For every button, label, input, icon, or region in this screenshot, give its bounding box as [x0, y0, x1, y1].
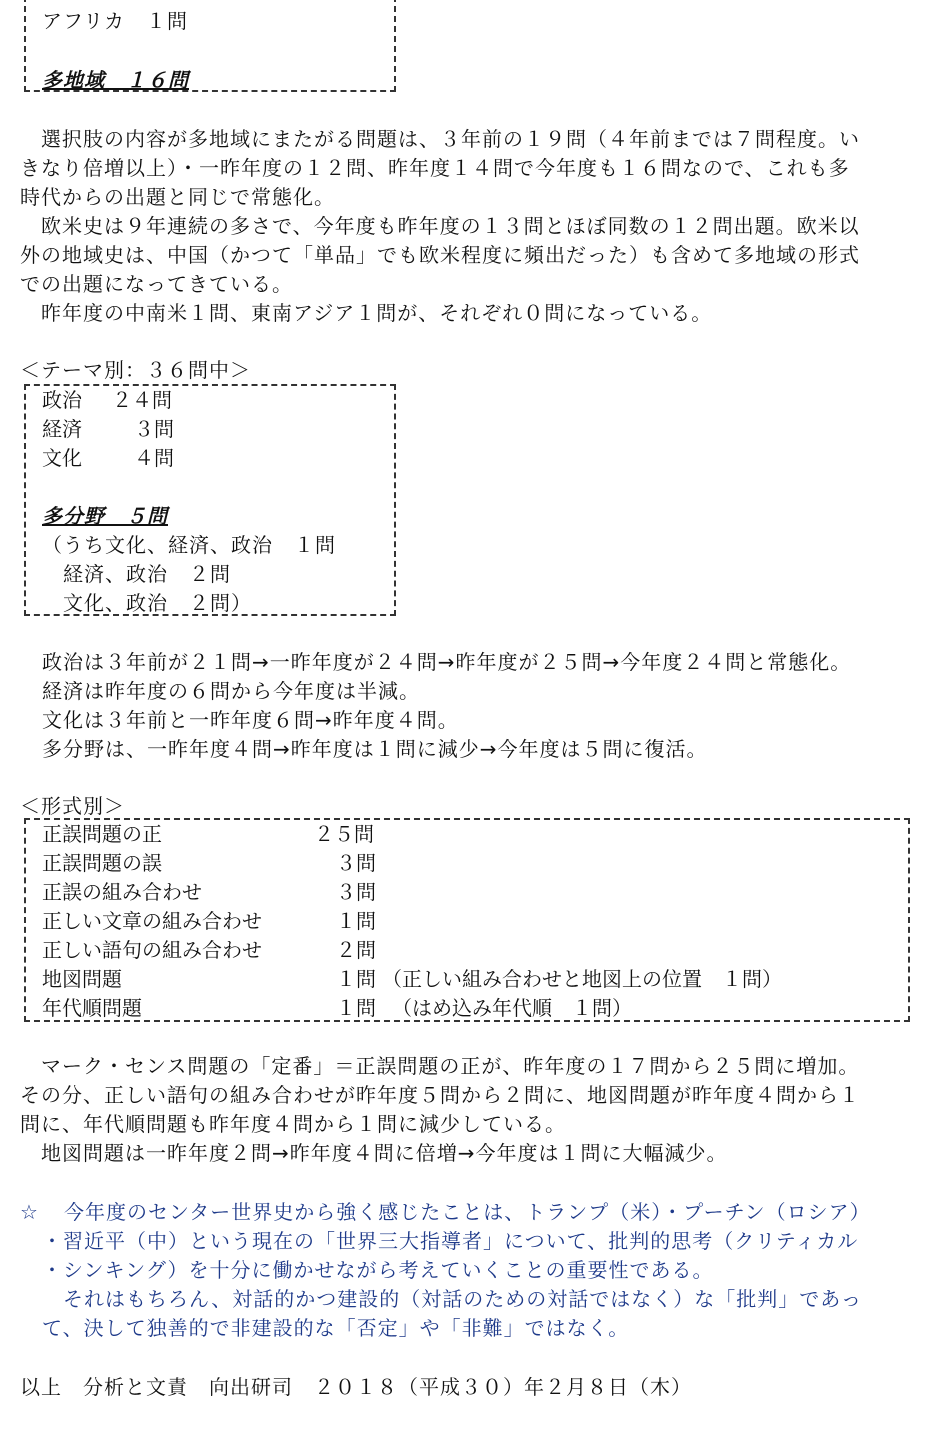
text-line: 多分野は、一昨年度４問→昨年度は１問に減少→今年度は５問に復活。 [42, 737, 708, 761]
format-count: ３問 [336, 851, 376, 875]
theme-label: 文化 [42, 446, 82, 470]
text-line: 地図問題は一昨年度２問→昨年度４問に倍増→今年度は１問に大幅減少。 [20, 1141, 728, 1165]
format-note: （はめ込み年代順 １問） [392, 996, 632, 1020]
note-line: ・シンキング）を十分に働かせながら考えていくことの重要性である。 [42, 1258, 714, 1282]
note-line: て、決して独善的で非建設的な「否定」や「非難」ではなく。 [42, 1316, 630, 1340]
theme-count: ３問 [134, 417, 174, 441]
text-line: 欧米史は９年連続の多さで、今年度も昨年度の１３問とほぼ同数の１２問出題。欧米以 [20, 214, 860, 238]
star-icon: ☆ [20, 1200, 39, 1224]
note-line: ・習近平（中）という現在の「世界三大指導者」について、批判的思考（クリティカル [42, 1229, 859, 1253]
text-line: その分、正しい語句の組み合わせが昨年度５問から２問に、地図問題が昨年度４問から１ [20, 1083, 860, 1107]
format-label: 正誤問題の誤 [42, 851, 162, 875]
format-count: １問 [336, 909, 376, 933]
text-line: 昨年度の中南米１問、東南アジア１問が、それぞれ０問になっている。 [20, 301, 713, 325]
format-label: 正しい語句の組み合わせ [42, 938, 262, 962]
format-heading: ＜形式別＞ [20, 794, 125, 818]
format-count: １問 [336, 967, 376, 991]
format-count: ３問 [336, 880, 376, 904]
theme-count: ２４問 [112, 388, 172, 412]
multi-field-count: 多分野 ５問 [42, 504, 168, 528]
text-line: きなり倍増以上）・一昨年度の１２問、昨年度１４問で今年度も１６問なので、これも多 [20, 156, 850, 180]
text-line: マーク・センス問題の「定番」＝正誤問題の正が、昨年度の１７問から２５問に増加。 [20, 1054, 860, 1078]
breakdown-line: （うち文化、経済、政治 １問 [42, 533, 336, 557]
text-line: 外の地域史は、中国（かつて「単品」でも欧米程度に頻出だった）も含めて多地域の形式 [20, 243, 860, 267]
africa-count: アフリカ １問 [42, 9, 188, 33]
text-line: 選択肢の内容が多地域にまたがる問題は、３年前の１９問（４年前までは７問程度。い [20, 127, 860, 151]
text-line: での出題になってきている。 [20, 272, 293, 296]
breakdown-line: 経済、政治 ２問 [42, 562, 231, 586]
theme-count: ４問 [134, 446, 174, 470]
theme-heading: ＜テーマ別：３６問中＞ [20, 358, 251, 382]
multi-region-count: 多地域 １６問 [42, 68, 189, 92]
text-line: 時代からの出題と同じで常態化。 [20, 185, 335, 209]
format-label: 正誤の組み合わせ [42, 880, 202, 904]
theme-label: 経済 [42, 417, 82, 441]
breakdown-line: 文化、政治 ２問） [42, 591, 252, 615]
text-line: 経済は昨年度の６問から今年度は半減。 [42, 679, 420, 703]
format-count: ２問 [336, 938, 376, 962]
text-line: 文化は３年前と一昨年度６問→昨年度４問。 [42, 708, 459, 732]
format-count: １問 [336, 996, 376, 1020]
format-label: 地図問題 [42, 967, 122, 991]
text-line: 政治は３年前が２１問→一昨年度が２４問→昨年度が２５問→今年度２４問と常態化。 [42, 650, 852, 674]
footer-signature: 以上 分析と文責 向出研司 ２０１８（平成３０）年２月８日（木） [20, 1375, 692, 1399]
format-label: 年代順問題 [42, 996, 142, 1020]
text-line: 問に、年代順問題も昨年度４問から１問に減少している。 [20, 1112, 566, 1136]
note-line: それはもちろん、対話的かつ建設的（対話のための対話ではなく）な「批判」であっ [42, 1287, 862, 1311]
format-count: ２５問 [314, 822, 374, 846]
format-label: 正誤問題の正 [42, 822, 162, 846]
format-note: （正しい組み合わせと地図上の位置 １問） [382, 967, 782, 991]
note-line: 今年度のセンター世界史から強く感じたことは、トランプ（米）・プーチン（ロシア） [64, 1200, 871, 1224]
format-label: 正しい文章の組み合わせ [42, 909, 262, 933]
theme-label: 政治 [42, 388, 82, 412]
